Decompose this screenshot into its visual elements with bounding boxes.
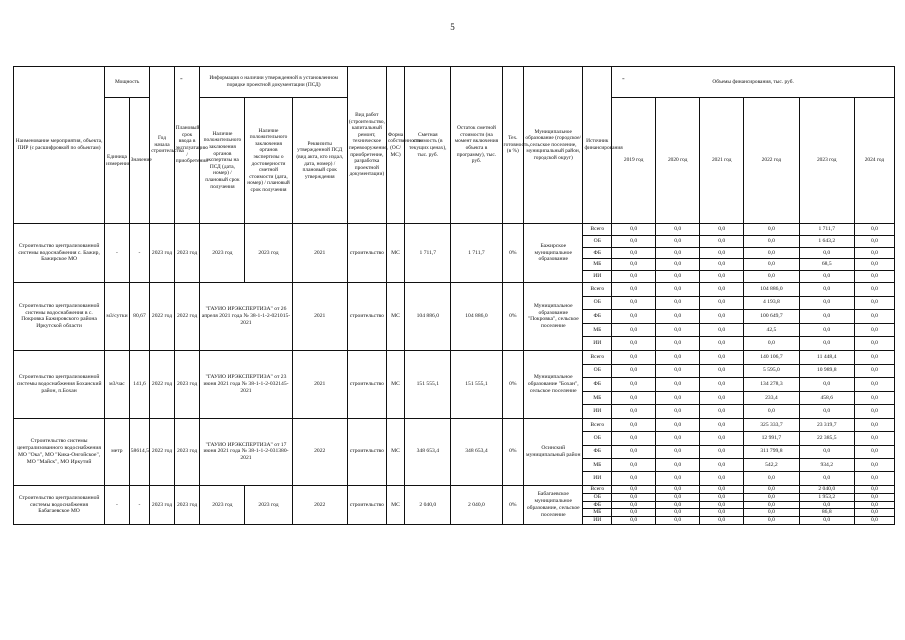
funding-value: 0,0 <box>700 509 744 517</box>
readiness: 0% <box>502 418 524 485</box>
funding-value: 0,0 <box>656 247 700 259</box>
funding-value: 0,0 <box>656 364 700 378</box>
expertise: 2023 год <box>200 224 245 283</box>
funding-value: 0,0 <box>656 296 700 310</box>
object-name: Строительство централизованной системы водоснабжения Боханский район, п.Бохан <box>14 350 105 418</box>
funding-value: 0,0 <box>854 310 894 324</box>
capacity-value: 80,67 <box>129 282 149 350</box>
col-header-municipality: Муниципальное образование (городское/сельское поселение, муниципальный район, городской округ) <box>524 67 583 224</box>
col-header-value: Значение <box>129 98 149 224</box>
funding-value: 0,0 <box>744 405 799 419</box>
funding-value: 12 991,7 <box>744 432 799 445</box>
funding-source: МБ <box>583 259 612 271</box>
planned-year: 2023 год <box>174 418 200 485</box>
table-row <box>14 418 895 431</box>
funding-value: 0,0 <box>799 501 854 509</box>
funding-value: 10 989,8 <box>799 364 854 378</box>
estimated-cost: 1 711,7 <box>405 224 451 283</box>
funding-value: 0,0 <box>656 405 700 419</box>
funding-source: ИИ <box>583 472 612 485</box>
funding-source: ИИ <box>583 271 612 283</box>
table-row <box>14 282 895 296</box>
funding-value: 0,0 <box>656 350 700 364</box>
funding-value: 5 595,0 <box>744 364 799 378</box>
funding-value: 0,0 <box>700 378 744 392</box>
funding-source: ФБ <box>583 501 612 509</box>
col-header-work-type: Вид работ (строительство, капитальный ремонт, техническое перевооружение, приобретение, разработка проектной документации) <box>347 67 386 224</box>
funding-value: 0,0 <box>700 485 744 493</box>
funding-value: 0,0 <box>656 432 700 445</box>
funding-value: 0,0 <box>799 296 854 310</box>
work-type: строительство <box>347 485 386 524</box>
funding-value: 1 643,2 <box>799 235 854 247</box>
funding-value: 0,0 <box>656 235 700 247</box>
funding-value: 0,0 <box>612 310 656 324</box>
funding-value: 0,0 <box>799 247 854 259</box>
funding-source: ИИ <box>583 337 612 351</box>
capacity-unit: м3/час <box>105 350 130 418</box>
psd-requisites: 2021 <box>292 224 347 283</box>
estimated-cost: 151 555,1 <box>405 350 451 418</box>
funding-value: 0,0 <box>744 509 799 517</box>
funding-value: 0,0 <box>700 247 744 259</box>
funding-value: 0,0 <box>612 350 656 364</box>
funding-value: 0,0 <box>854 378 894 392</box>
col-header-year: 2022 год <box>744 98 799 224</box>
col-header-object: Наименование мероприятия, объекта, ПИР (с расшифровкой по объектам) <box>14 67 105 224</box>
col-header-year-start: Год начала строительства <box>150 67 175 224</box>
funding-value: 0,0 <box>700 445 744 458</box>
funding-value: 233,4 <box>744 391 799 405</box>
col-header-year: 2023 год <box>799 98 854 224</box>
funding-value: 0,0 <box>854 282 894 296</box>
funding-value: 0,0 <box>700 459 744 472</box>
funding-value: 0,0 <box>656 224 700 236</box>
readiness: 0% <box>502 224 524 283</box>
remaining-cost: 348 653,4 <box>451 418 502 485</box>
funding-value: 0,0 <box>854 485 894 493</box>
expertise: "ГАУИО ИРЭКСПЕРТИЗА" от 17 июня 2021 года № 38-1-1-2-031380-2021 <box>200 418 292 485</box>
work-type: строительство <box>347 282 386 350</box>
funding-value: 0,0 <box>700 259 744 271</box>
funding-value: 0,0 <box>612 509 656 517</box>
funding-value: 0,0 <box>744 337 799 351</box>
psd-requisites: 2021 <box>292 350 347 418</box>
funding-value: 0,0 <box>612 405 656 419</box>
funding-value: 0,0 <box>854 247 894 259</box>
funding-value: 0,0 <box>612 472 656 485</box>
funding-value: 134 278,3 <box>744 378 799 392</box>
funding-value: 0,0 <box>612 517 656 525</box>
capacity-unit: м3/сутки <box>105 282 130 350</box>
funding-value: 0,0 <box>656 445 700 458</box>
funding-value: 0,0 <box>612 271 656 283</box>
funding-source: ОБ <box>583 364 612 378</box>
funding-value: 0,0 <box>700 517 744 525</box>
col-header-psd-info: Информация о наличии утвержденной в установленном порядке проектной документации (ПСД) <box>200 67 348 98</box>
municipality: Муниципальное образование "Покровка", сельское поселение <box>524 282 583 350</box>
funding-value: 0,0 <box>799 310 854 324</box>
scan-mark: - <box>180 74 183 83</box>
funding-value: 0,0 <box>656 418 700 431</box>
object-name: Строительство централизованной системы водоснабжения в с. Покровка Бажировского района Иркутской области <box>14 282 105 350</box>
expertise-cost: 2023 год <box>245 485 292 524</box>
col-header-remaining-cost: Остаток сметной стоимости (на момент включения объекта в программу), тыс. руб. <box>451 67 502 224</box>
funding-value: 0,0 <box>854 391 894 405</box>
ownership: МС <box>386 224 404 283</box>
funding-value: 0,0 <box>700 224 744 236</box>
funding-value: 0,0 <box>656 337 700 351</box>
funding-value: 0,0 <box>612 493 656 501</box>
year-start: 2023 год <box>150 485 175 524</box>
funding-value: 0,0 <box>799 517 854 525</box>
funding-source: ФБ <box>583 445 612 458</box>
funding-value: 0,0 <box>656 493 700 501</box>
funding-value: 23 319,7 <box>799 418 854 431</box>
remaining-cost: 1 711,7 <box>451 224 502 283</box>
funding-value: 0,0 <box>612 485 656 493</box>
funding-value: 0,0 <box>854 445 894 458</box>
object-name: Строительство централизованной системы водоснабжения Бабагаевское МО <box>14 485 105 524</box>
funding-value: 0,0 <box>700 296 744 310</box>
funding-value: 86,8 <box>799 509 854 517</box>
funding-value: 0,0 <box>612 247 656 259</box>
funding-value: 0,0 <box>700 310 744 324</box>
col-header-year: 2020 год <box>656 98 700 224</box>
funding-value: 0,0 <box>700 432 744 445</box>
funding-value: 0,0 <box>656 509 700 517</box>
funding-value: 0,0 <box>744 485 799 493</box>
funding-value: 0,0 <box>854 509 894 517</box>
funding-value: 0,0 <box>700 350 744 364</box>
municipality: Бабагаевское муниципальное образование, сельское поселение <box>524 485 583 524</box>
capacity-value: - <box>129 485 149 524</box>
funding-value: 0,0 <box>612 296 656 310</box>
funding-source: Всего <box>583 485 612 493</box>
funding-value: 0,0 <box>656 472 700 485</box>
funding-value: 0,0 <box>700 501 744 509</box>
funding-value: 0,0 <box>744 224 799 236</box>
funding-source: МБ <box>583 509 612 517</box>
scan-mark: - <box>622 74 625 83</box>
funding-source: Всего <box>583 350 612 364</box>
funding-value: 104 886,0 <box>744 282 799 296</box>
funding-value: 0,0 <box>799 271 854 283</box>
funding-value: 42,5 <box>744 323 799 337</box>
expertise-cost: 2023 год <box>245 224 292 283</box>
year-start: 2022 год <box>150 350 175 418</box>
funding-value: 0,0 <box>799 378 854 392</box>
funding-value: 0,0 <box>612 378 656 392</box>
capacity-value: 58614,5 <box>129 418 149 485</box>
ownership: МС <box>386 418 404 485</box>
funding-value: 0,0 <box>700 364 744 378</box>
funding-source: ИИ <box>583 517 612 525</box>
funding-value: 0,0 <box>854 350 894 364</box>
funding-value: 0,0 <box>700 391 744 405</box>
funding-value: 0,0 <box>854 259 894 271</box>
table-row <box>14 485 895 493</box>
funding-value: 0,0 <box>744 493 799 501</box>
funding-value: 0,0 <box>612 445 656 458</box>
funding-value: 0,0 <box>854 405 894 419</box>
funding-value: 0,0 <box>799 337 854 351</box>
funding-value: 0,0 <box>854 323 894 337</box>
col-header-psd-requisites: Реквизиты утвержденной ПСД (вид акта, кто издал, дата, номер) / плановый срок утверждения <box>292 98 347 224</box>
funding-source: МБ <box>583 323 612 337</box>
funding-value: 0,0 <box>700 271 744 283</box>
funding-value: 0,0 <box>656 271 700 283</box>
funding-value: 0,0 <box>656 259 700 271</box>
funding-value: 0,0 <box>799 445 854 458</box>
psd-requisites: 2022 <box>292 485 347 524</box>
col-header-ownership: Форма собственности (ОС/МС) <box>386 67 404 224</box>
funding-source: Всего <box>583 224 612 236</box>
funding-value: 0,0 <box>612 337 656 351</box>
psd-requisites: 2022 <box>292 418 347 485</box>
funding-value: 934,2 <box>799 459 854 472</box>
funding-source: ОБ <box>583 432 612 445</box>
funding-value: 1 711,7 <box>799 224 854 236</box>
col-header-year: 2024 год <box>854 98 894 224</box>
funding-value: 0,0 <box>854 271 894 283</box>
object-name: Строительство системы централизованного водоснабжения МО "Ока", МО "Кика-Онгойское", МО "Майск", МО Иркутий <box>14 418 105 485</box>
funding-source: ИИ <box>583 405 612 419</box>
funding-value: 0,0 <box>656 501 700 509</box>
year-start: 2023 год <box>150 224 175 283</box>
funding-value: 0,0 <box>700 418 744 431</box>
funding-value: 0,0 <box>612 459 656 472</box>
funding-value: 0,0 <box>854 235 894 247</box>
col-header-expertise-cost: Наличие положительного заключения органов экспертизы о достоверности сметной стоимости (дата, номер) / плановый срок получения <box>245 98 292 224</box>
funding-value: 0,0 <box>656 378 700 392</box>
funding-source: ФБ <box>583 247 612 259</box>
funding-value: 311 799,8 <box>744 445 799 458</box>
planned-year: 2023 год <box>174 224 200 283</box>
funding-value: 11 448,4 <box>799 350 854 364</box>
funding-value: 0,0 <box>854 224 894 236</box>
funding-value: 0,0 <box>612 501 656 509</box>
col-header-estimated-cost: Сметная стоимость (в текущих ценах), тыс. руб. <box>405 67 451 224</box>
funding-value: 0,0 <box>612 364 656 378</box>
remaining-cost: 2 040,0 <box>451 485 502 524</box>
funding-value: 0,0 <box>744 271 799 283</box>
col-header-expertise: Наличие положительного заключения органов экспертизы на ПСД (дата, номер) / плановый срок получения <box>200 98 245 224</box>
col-header-year: 2019 год <box>612 98 656 224</box>
funding-value: 0,0 <box>700 493 744 501</box>
funding-value: 0,0 <box>612 259 656 271</box>
funding-value: 0,0 <box>854 472 894 485</box>
funding-source: ОБ <box>583 493 612 501</box>
funding-source: ОБ <box>583 235 612 247</box>
funding-value: 0,0 <box>656 323 700 337</box>
col-header-unit: Единица измерения <box>105 98 130 224</box>
table-row <box>14 350 895 364</box>
funding-value: 1 953,2 <box>799 493 854 501</box>
capacity-unit: метр <box>105 418 130 485</box>
estimated-cost: 104 886,0 <box>405 282 451 350</box>
funding-value: 0,0 <box>656 485 700 493</box>
funding-value: 0,0 <box>700 472 744 485</box>
funding-value: 0,0 <box>854 418 894 431</box>
ownership: МС <box>386 485 404 524</box>
funding-value: 0,0 <box>744 247 799 259</box>
funding-value: 0,0 <box>854 337 894 351</box>
investment-program-table <box>13 66 895 525</box>
col-header-year: 2021 год <box>700 98 744 224</box>
col-header-readiness: Тех. готовность, (в %) <box>502 67 524 224</box>
work-type: строительство <box>347 418 386 485</box>
funding-source: ФБ <box>583 378 612 392</box>
ownership: МС <box>386 350 404 418</box>
funding-value: 0,0 <box>700 282 744 296</box>
year-start: 2022 год <box>150 282 175 350</box>
funding-value: 68,5 <box>799 259 854 271</box>
capacity-value: - <box>129 224 149 283</box>
funding-value: 0,0 <box>700 337 744 351</box>
funding-value: 0,0 <box>854 501 894 509</box>
capacity-unit: - <box>105 485 130 524</box>
readiness: 0% <box>502 485 524 524</box>
estimated-cost: 348 653,4 <box>405 418 451 485</box>
work-type: строительство <box>347 224 386 283</box>
funding-value: 0,0 <box>612 323 656 337</box>
funding-value: 0,0 <box>612 432 656 445</box>
funding-value: 0,0 <box>700 235 744 247</box>
funding-value: 0,0 <box>744 472 799 485</box>
funding-value: 0,0 <box>656 391 700 405</box>
funding-value: 542,2 <box>744 459 799 472</box>
funding-value: 0,0 <box>656 459 700 472</box>
expertise: 2023 год <box>200 485 245 524</box>
table-body <box>14 224 895 525</box>
planned-year: 2022 год <box>174 282 200 350</box>
funding-value: 0,0 <box>744 501 799 509</box>
page-number: 5 <box>450 22 455 32</box>
remaining-cost: 104 886,0 <box>451 282 502 350</box>
funding-value: 0,0 <box>854 432 894 445</box>
planned-year: 2023 год <box>174 485 200 524</box>
funding-value: 100 649,7 <box>744 310 799 324</box>
funding-source: ОБ <box>583 296 612 310</box>
col-header-capacity: Мощность <box>105 67 150 98</box>
funding-source: Всего <box>583 418 612 431</box>
funding-value: 325 333,7 <box>744 418 799 431</box>
municipality: Бажирское муниципальное образование <box>524 224 583 283</box>
col-header-funding-source: Источник финансирования <box>583 67 612 224</box>
funding-value: 0,0 <box>854 296 894 310</box>
remaining-cost: 151 555,1 <box>451 350 502 418</box>
funding-value: 0,0 <box>612 282 656 296</box>
col-header-planned-year: Плановый срок ввода в эксплуатацию / приобретения <box>174 67 200 224</box>
funding-value: 140 106,7 <box>744 350 799 364</box>
funding-source: ФБ <box>583 310 612 324</box>
expertise: "ГАУИО ИРЭКСПЕРТИЗА" от 23 июня 2021 года № 38-1-1-2-032145-2021 <box>200 350 292 418</box>
funding-value: 4 193,8 <box>744 296 799 310</box>
year-start: 2022 год <box>150 418 175 485</box>
capacity-unit: - <box>105 224 130 283</box>
funding-value: 0,0 <box>799 323 854 337</box>
funding-value: 0,0 <box>744 235 799 247</box>
funding-value: 0,0 <box>656 282 700 296</box>
funding-value: 0,0 <box>744 259 799 271</box>
funding-value: 0,0 <box>854 493 894 501</box>
funding-value: 0,0 <box>656 310 700 324</box>
psd-requisites: 2021 <box>292 282 347 350</box>
funding-value: 0,0 <box>612 418 656 431</box>
estimated-cost: 2 040,0 <box>405 485 451 524</box>
funding-value: 0,0 <box>744 517 799 525</box>
readiness: 0% <box>502 350 524 418</box>
funding-value: 0,0 <box>612 235 656 247</box>
work-type: строительство <box>347 350 386 418</box>
funding-value: 0,0 <box>854 517 894 525</box>
funding-value: 0,0 <box>799 472 854 485</box>
funding-value: 458,6 <box>799 391 854 405</box>
funding-value: 0,0 <box>656 517 700 525</box>
funding-value: 0,0 <box>854 364 894 378</box>
municipality: Осинский муниципальный район <box>524 418 583 485</box>
funding-value: 0,0 <box>799 405 854 419</box>
funding-value: 0,0 <box>799 282 854 296</box>
funding-value: 0,0 <box>700 323 744 337</box>
col-header-funding-volume: Объемы финансирования, тыс. руб. <box>612 67 895 98</box>
planned-year: 2023 год <box>174 350 200 418</box>
table-row <box>14 224 895 236</box>
expertise: "ГАУИО ИРЭКСПЕРТИЗА" от 26 апреля 2021 года № 38-1-1-2-021015-2021 <box>200 282 292 350</box>
municipality: Муниципальное образование "Бохан", сельское поселение <box>524 350 583 418</box>
readiness: 0% <box>502 282 524 350</box>
funding-source: МБ <box>583 391 612 405</box>
capacity-value: 141,6 <box>129 350 149 418</box>
funding-value: 2 040,0 <box>799 485 854 493</box>
funding-value: 22 385,5 <box>799 432 854 445</box>
funding-value: 0,0 <box>612 224 656 236</box>
funding-value: 0,0 <box>612 391 656 405</box>
funding-value: 0,0 <box>854 459 894 472</box>
funding-source: МБ <box>583 459 612 472</box>
ownership: МС <box>386 282 404 350</box>
object-name: Строительство централизованной системы водоснабжения с. Бажир, Бажирское МО <box>14 224 105 283</box>
funding-source: Всего <box>583 282 612 296</box>
funding-value: 0,0 <box>700 405 744 419</box>
